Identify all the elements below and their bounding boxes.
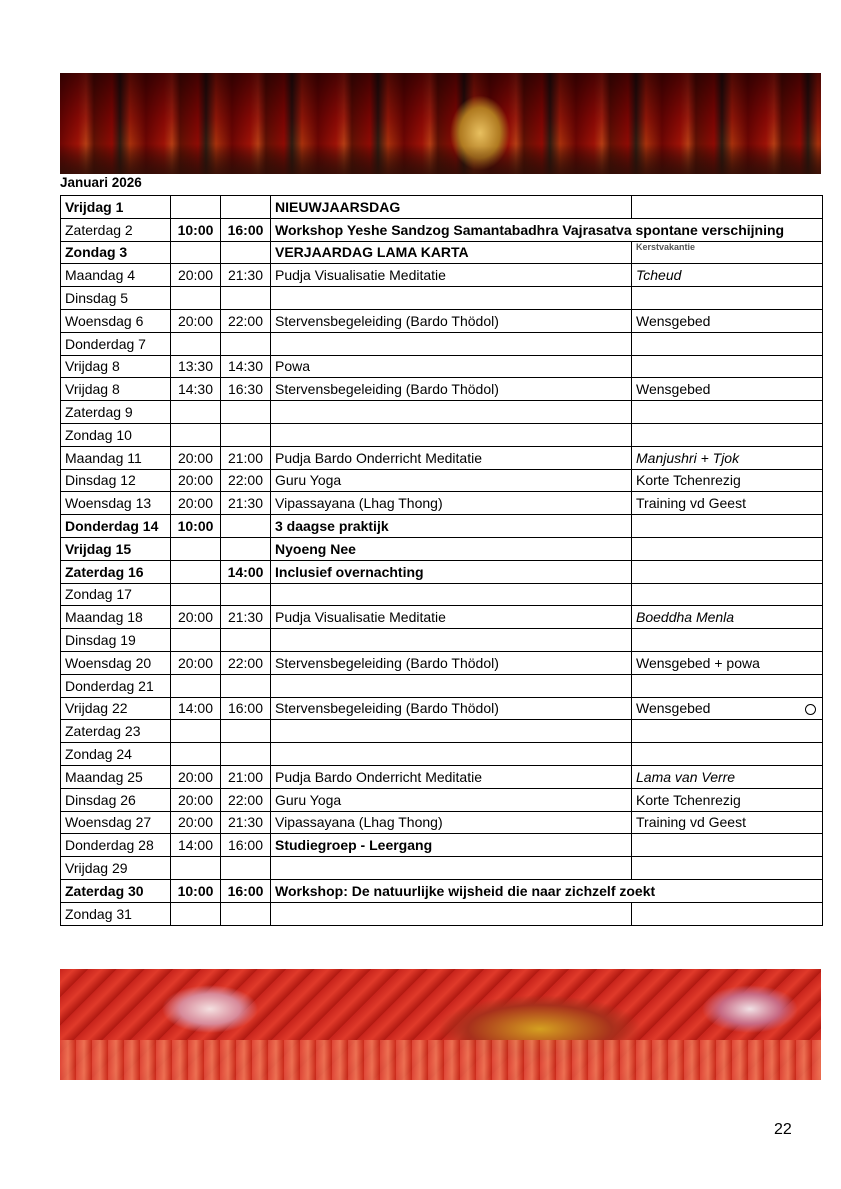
activity-cell: Workshop: De natuurlijke wijsheid die naar zichzelf zoekt	[271, 879, 823, 902]
start-time-cell	[171, 423, 221, 446]
note-cell	[632, 697, 823, 720]
table-row	[61, 469, 823, 492]
day-cell: Woensdag 27	[61, 811, 171, 834]
table-row	[61, 241, 823, 264]
start-time-cell: 20:00	[171, 469, 221, 492]
end-time-cell: 22:00	[221, 469, 271, 492]
end-time-cell	[221, 629, 271, 652]
start-time-cell	[171, 629, 221, 652]
activity-cell: Vipassayana (Lhag Thong)	[271, 492, 632, 515]
note-cell	[632, 606, 823, 629]
start-time-cell	[171, 857, 221, 880]
day-cell: Vrijdag 29	[61, 857, 171, 880]
start-time-cell: 20:00	[171, 492, 221, 515]
end-time-cell: 21:30	[221, 492, 271, 515]
start-time-cell: 20:00	[171, 309, 221, 332]
start-time-cell	[171, 401, 221, 424]
day-cell: Zaterdag 30	[61, 879, 171, 902]
activity-cell	[271, 332, 632, 355]
activity-cell: Workshop Yeshe Sandzog Samantabadhra Vajrasatva spontane verschijning	[271, 218, 823, 241]
table-row	[61, 537, 823, 560]
day-cell: Zondag 10	[61, 423, 171, 446]
note-cell	[632, 720, 823, 743]
day-cell: Vrijdag 8	[61, 378, 171, 401]
start-time-cell: 20:00	[171, 811, 221, 834]
activity-cell: NIEUWJAARSDAG	[271, 196, 632, 219]
table-row	[61, 515, 823, 538]
table-row	[61, 674, 823, 697]
day-cell: Woensdag 20	[61, 651, 171, 674]
day-cell: Vrijdag 1	[61, 196, 171, 219]
start-time-cell	[171, 583, 221, 606]
day-cell: Maandag 11	[61, 446, 171, 469]
note-cell	[632, 811, 823, 834]
activity-cell: Powa	[271, 355, 632, 378]
activity-cell: Inclusief overnachting	[271, 560, 632, 583]
start-time-cell	[171, 720, 221, 743]
start-time-cell: 13:30	[171, 355, 221, 378]
start-time-cell: 20:00	[171, 446, 221, 469]
activity-cell: Pudja Visualisatie Meditatie	[271, 606, 632, 629]
note-text: Lama van Verre	[636, 768, 736, 785]
end-time-cell: 21:00	[221, 446, 271, 469]
note-text: Tcheud	[636, 267, 682, 284]
activity-cell	[271, 857, 632, 880]
note-cell	[632, 629, 823, 652]
day-cell: Dinsdag 26	[61, 788, 171, 811]
start-time-cell	[171, 537, 221, 560]
end-time-cell	[221, 857, 271, 880]
end-time-cell: 21:30	[221, 264, 271, 287]
table-row	[61, 218, 823, 241]
end-time-cell: 16:00	[221, 218, 271, 241]
footer-photo-altar	[60, 969, 821, 1080]
table-row	[61, 811, 823, 834]
note-cell	[632, 241, 823, 264]
day-cell: Donderdag 21	[61, 674, 171, 697]
end-time-cell	[221, 423, 271, 446]
activity-cell: Stervensbegeleiding (Bardo Thödol)	[271, 651, 632, 674]
note-text: Korte Tchenrezig	[636, 472, 741, 489]
table-row	[61, 879, 823, 902]
table-row	[61, 765, 823, 788]
start-time-cell	[171, 332, 221, 355]
schedule-table	[60, 195, 823, 926]
table-row	[61, 788, 823, 811]
activity-cell: Guru Yoga	[271, 788, 632, 811]
end-time-cell: 21:30	[221, 606, 271, 629]
end-time-cell: 14:00	[221, 560, 271, 583]
note-cell	[632, 674, 823, 697]
note-cell	[632, 469, 823, 492]
note-text: Wensgebed	[636, 381, 711, 398]
end-time-cell	[221, 720, 271, 743]
circle-icon	[805, 704, 816, 715]
note-cell	[632, 355, 823, 378]
note-cell	[632, 583, 823, 606]
end-time-cell	[221, 196, 271, 219]
table-row	[61, 902, 823, 925]
note-text: Wensgebed	[636, 700, 711, 717]
start-time-cell: 20:00	[171, 765, 221, 788]
table-row	[61, 743, 823, 766]
note-cell	[632, 196, 823, 219]
activity-cell	[271, 287, 632, 310]
activity-cell: Stervensbegeleiding (Bardo Thödol)	[271, 309, 632, 332]
day-cell: Dinsdag 19	[61, 629, 171, 652]
day-cell: Zondag 24	[61, 743, 171, 766]
table-row	[61, 629, 823, 652]
start-time-cell: 20:00	[171, 264, 221, 287]
activity-cell	[271, 629, 632, 652]
activity-cell	[271, 423, 632, 446]
end-time-cell	[221, 902, 271, 925]
activity-cell: Studiegroep - Leergang	[271, 834, 632, 857]
activity-cell	[271, 743, 632, 766]
end-time-cell: 16:30	[221, 378, 271, 401]
day-cell: Vrijdag 22	[61, 697, 171, 720]
end-time-cell: 14:30	[221, 355, 271, 378]
note-cell	[632, 378, 823, 401]
activity-cell	[271, 674, 632, 697]
end-time-cell: 22:00	[221, 788, 271, 811]
start-time-cell: 20:00	[171, 788, 221, 811]
schedule-body	[61, 196, 823, 926]
day-cell: Donderdag 14	[61, 515, 171, 538]
note-text: Wensgebed	[636, 312, 711, 329]
note-cell	[632, 492, 823, 515]
table-row	[61, 697, 823, 720]
note-cell	[632, 423, 823, 446]
day-cell: Woensdag 6	[61, 309, 171, 332]
activity-cell	[271, 401, 632, 424]
end-time-cell: 16:00	[221, 879, 271, 902]
activity-cell: Pudja Bardo Onderricht Meditatie	[271, 765, 632, 788]
day-cell: Donderdag 28	[61, 834, 171, 857]
activity-cell: Stervensbegeleiding (Bardo Thödol)	[271, 697, 632, 720]
table-row	[61, 583, 823, 606]
note-cell	[632, 560, 823, 583]
activity-cell	[271, 583, 632, 606]
table-row	[61, 355, 823, 378]
table-row	[61, 651, 823, 674]
day-cell: Donderdag 7	[61, 332, 171, 355]
day-cell: Dinsdag 5	[61, 287, 171, 310]
start-time-cell	[171, 743, 221, 766]
start-time-cell: 10:00	[171, 218, 221, 241]
activity-cell: Pudja Visualisatie Meditatie	[271, 264, 632, 287]
end-time-cell: 21:00	[221, 765, 271, 788]
end-time-cell	[221, 332, 271, 355]
note-cell	[632, 446, 823, 469]
start-time-cell: 20:00	[171, 606, 221, 629]
header-photo-shrine	[60, 73, 821, 174]
activity-cell: Guru Yoga	[271, 469, 632, 492]
activity-cell	[271, 902, 632, 925]
note-cell	[632, 651, 823, 674]
start-time-cell	[171, 287, 221, 310]
table-row	[61, 857, 823, 880]
end-time-cell	[221, 743, 271, 766]
end-time-cell	[221, 401, 271, 424]
start-time-cell: 10:00	[171, 515, 221, 538]
day-cell: Maandag 18	[61, 606, 171, 629]
start-time-cell	[171, 902, 221, 925]
start-time-cell	[171, 674, 221, 697]
day-cell: Zondag 3	[61, 241, 171, 264]
note-cell	[632, 902, 823, 925]
table-row	[61, 332, 823, 355]
table-row	[61, 287, 823, 310]
note-text: Korte Tchenrezig	[636, 791, 741, 808]
table-row	[61, 834, 823, 857]
day-cell: Zaterdag 9	[61, 401, 171, 424]
note-text: Training vd Geest	[636, 495, 746, 512]
page-number: 22	[774, 1121, 792, 1138]
note-cell	[632, 765, 823, 788]
note-cell	[632, 264, 823, 287]
activity-cell: 3 daagse praktijk	[271, 515, 632, 538]
day-cell: Dinsdag 12	[61, 469, 171, 492]
table-row	[61, 560, 823, 583]
table-row	[61, 378, 823, 401]
month-heading: Januari 2026	[60, 175, 142, 190]
note-cell	[632, 537, 823, 560]
end-time-cell	[221, 287, 271, 310]
end-time-cell: 22:00	[221, 309, 271, 332]
note-cell	[632, 788, 823, 811]
day-cell: Woensdag 13	[61, 492, 171, 515]
note-cell	[632, 834, 823, 857]
note-text: Kerstvakantie	[636, 241, 696, 252]
note-cell	[632, 401, 823, 424]
day-cell: Zaterdag 23	[61, 720, 171, 743]
end-time-cell: 16:00	[221, 834, 271, 857]
table-row	[61, 401, 823, 424]
activity-cell: Vipassayana (Lhag Thong)	[271, 811, 632, 834]
day-cell: Vrijdag 8	[61, 355, 171, 378]
day-cell: Vrijdag 15	[61, 537, 171, 560]
start-time-cell	[171, 560, 221, 583]
table-row	[61, 423, 823, 446]
end-time-cell: 16:00	[221, 697, 271, 720]
end-time-cell: 21:30	[221, 811, 271, 834]
end-time-cell	[221, 241, 271, 264]
note-text: Boeddha Menla	[636, 609, 735, 626]
day-cell: Zondag 31	[61, 902, 171, 925]
start-time-cell: 14:00	[171, 697, 221, 720]
start-time-cell: 10:00	[171, 879, 221, 902]
table-row	[61, 196, 823, 219]
activity-cell: Stervensbegeleiding (Bardo Thödol)	[271, 378, 632, 401]
table-row	[61, 720, 823, 743]
activity-cell: Pudja Bardo Onderricht Meditatie	[271, 446, 632, 469]
end-time-cell	[221, 537, 271, 560]
note-text: Manjushri + Tjok	[636, 449, 740, 466]
day-cell: Zondag 17	[61, 583, 171, 606]
day-cell: Zaterdag 16	[61, 560, 171, 583]
note-cell	[632, 332, 823, 355]
note-text: Wensgebed + powa	[636, 654, 760, 671]
table-row	[61, 309, 823, 332]
start-time-cell	[171, 241, 221, 264]
note-cell	[632, 857, 823, 880]
start-time-cell	[171, 196, 221, 219]
start-time-cell: 20:00	[171, 651, 221, 674]
end-time-cell	[221, 674, 271, 697]
activity-cell	[271, 720, 632, 743]
start-time-cell: 14:30	[171, 378, 221, 401]
note-cell	[632, 515, 823, 538]
end-time-cell	[221, 583, 271, 606]
start-time-cell: 14:00	[171, 834, 221, 857]
table-row	[61, 264, 823, 287]
day-cell: Maandag 25	[61, 765, 171, 788]
day-cell: Maandag 4	[61, 264, 171, 287]
note-text: Training vd Geest	[636, 814, 746, 831]
end-time-cell	[221, 515, 271, 538]
activity-cell: VERJAARDAG LAMA KARTA	[271, 241, 632, 264]
table-row	[61, 492, 823, 515]
activity-cell: Nyoeng Nee	[271, 537, 632, 560]
note-cell	[632, 743, 823, 766]
end-time-cell: 22:00	[221, 651, 271, 674]
note-cell	[632, 287, 823, 310]
table-row	[61, 606, 823, 629]
day-cell: Zaterdag 2	[61, 218, 171, 241]
table-row	[61, 446, 823, 469]
note-cell	[632, 309, 823, 332]
